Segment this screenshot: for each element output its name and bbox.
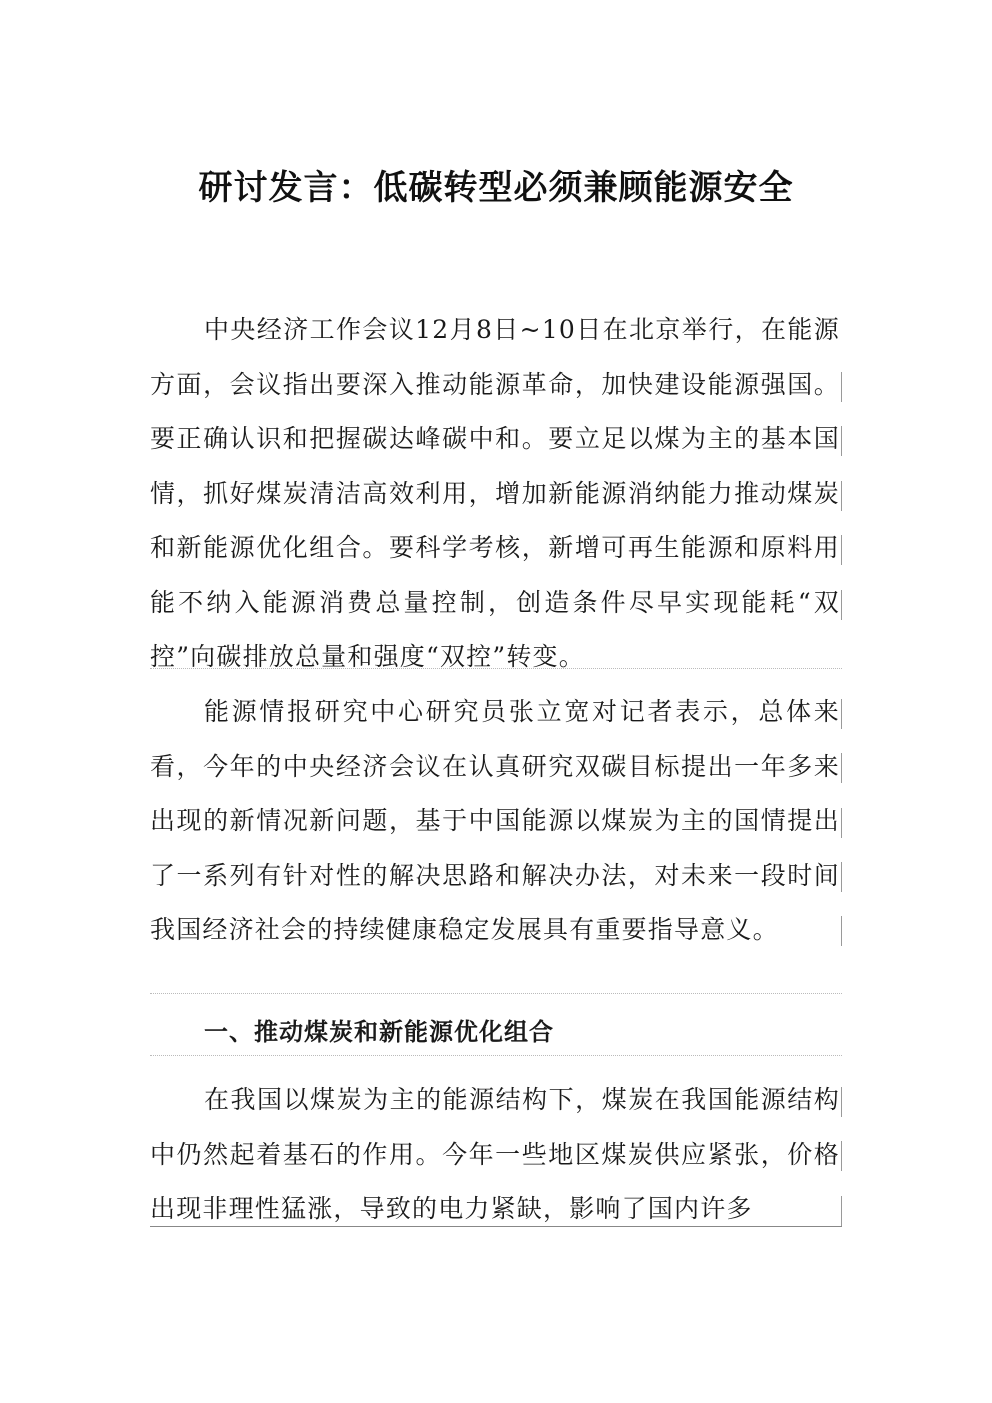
paragraph-2: 能源情报研究中心研究员张立宽对记者表示，总体来看，今年的中央经济会议在认真研究双碳目标提出一年多来出现的新情况新问题，基于中国能源以煤炭为主的国情提出了一系列有针对性的解决思路和解决办法，对未来一段时间我国经济社会的持续健康稳定发展具有重要指导意义。 [150, 697, 840, 944]
margin-mark [841, 916, 842, 946]
paragraph-1: 中央经济工作会议12月8日~10日在北京举行，在能源方面，会议指出要深入推动能源革命，加快建设能源强国。要正确认识和把握碳达峰碳中和。要立足以煤为主的基本国情，抓好煤炭清洁高效利用，增加新能源消纳能力推动煤炭和新能源优化组合。要科学考核，新增可再生能源和原料用能不纳入能源消费总量控制，创造条件尽早实现能耗“双控”向碳排放总量和强度“双控”转变。 [150, 315, 840, 671]
paragraph-divider [150, 1055, 842, 1056]
margin-mark [841, 699, 842, 729]
margin-mark [841, 535, 842, 565]
document-title: 研讨发言：低碳转型必须兼顾能源安全 [198, 168, 794, 208]
margin-mark [841, 1196, 842, 1226]
margin-mark [841, 808, 842, 838]
paragraph-divider [150, 993, 842, 994]
margin-mark [841, 590, 842, 620]
margin-mark [841, 753, 842, 783]
margin-mark [841, 862, 842, 892]
margin-mark [841, 1141, 842, 1171]
paragraph-divider [150, 668, 842, 669]
margin-mark [841, 426, 842, 456]
margin-mark [841, 372, 842, 402]
margin-mark [841, 481, 842, 511]
margin-mark [841, 1087, 842, 1117]
paragraph-3: 在我国以煤炭为主的能源结构下，煤炭在我国能源结构中仍然起着基石的作用。今年一些地区煤炭供应紧张，价格出现非理性猛涨，导致的电力紧缺，影响了国内许多 [150, 1085, 840, 1223]
page-bottom-rule [150, 1226, 842, 1227]
section-heading: 一、推动煤炭和新能源优化组合 [204, 1018, 554, 1046]
